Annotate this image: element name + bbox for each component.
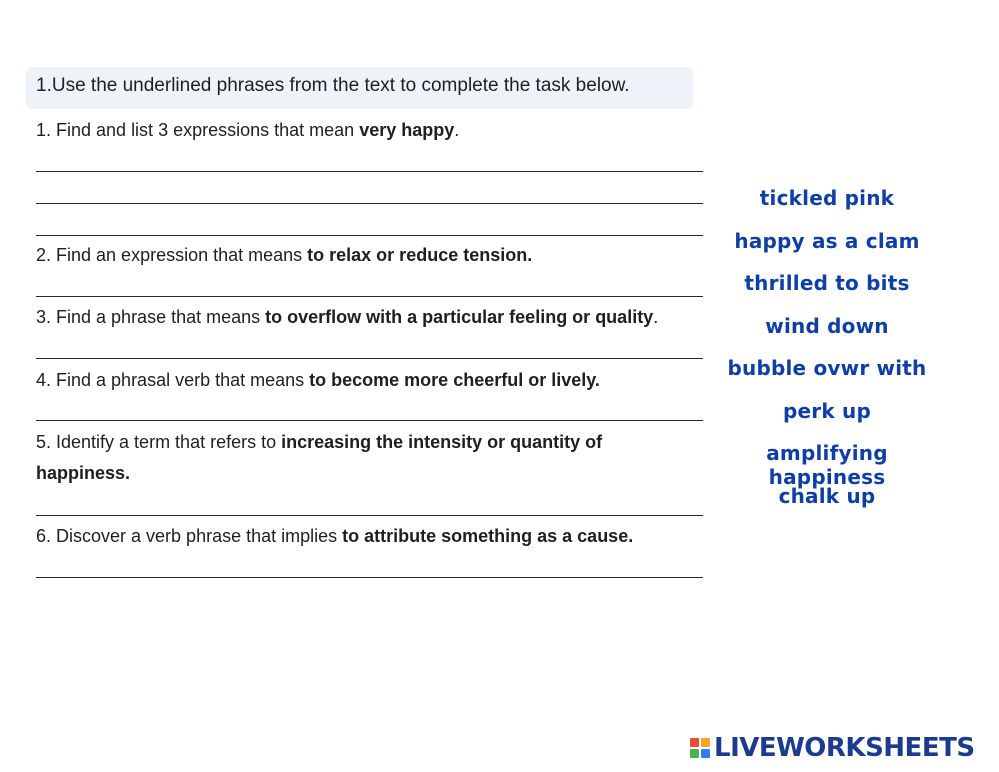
question-3-key: to overflow with a particular feeling or quality (265, 307, 654, 327)
logo-square-e (701, 749, 710, 758)
question-2-key: to relax or reduce tension. (307, 245, 533, 265)
question-4-key: to become more cheerful or lively. (309, 370, 600, 390)
question-5-text: 5. Identify a term that refers to (36, 432, 282, 452)
answer-line-4[interactable] (36, 420, 703, 421)
answer-chip-happy-as-a-clam[interactable]: happy as a clam (734, 229, 920, 253)
answer-chip-perk-up[interactable]: perk up (783, 399, 871, 423)
question-6-text: 6. Discover a verb phrase that implies (36, 526, 343, 546)
question-1-text: 1. Find and list 3 expressions that mean (36, 120, 360, 140)
answer-line-1a[interactable] (36, 171, 703, 172)
answer-chip-chalk-up[interactable]: chalk up (778, 484, 876, 508)
question-4-text: 4. Find a phrasal verb that means (36, 370, 310, 390)
answer-chip-thrilled-to-bits[interactable]: thrilled to bits (744, 271, 910, 295)
instruction-banner: 1.Use the underlined phrases from the text to complete the task below. (26, 67, 693, 109)
answer-line-2[interactable] (36, 296, 703, 297)
answer-chip-wind-down[interactable]: wind down (765, 314, 889, 338)
logo-square-l (690, 738, 699, 747)
liveworksheets-logo-text: LIVEWORKSHEETS (714, 733, 975, 763)
logo-square-i (701, 738, 710, 747)
answer-line-1c[interactable] (36, 235, 703, 236)
question-1-key: very happy (359, 120, 455, 140)
answer-line-5[interactable] (36, 515, 703, 516)
question-5 (36, 427, 676, 489)
logo-square-v (690, 749, 699, 758)
answer-line-1b[interactable] (36, 203, 703, 204)
question-6-key: to attribute something as a cause. (342, 526, 634, 546)
answer-line-3[interactable] (36, 358, 703, 359)
question-3-text: 3. Find a phrase that means (36, 307, 266, 327)
question-3-suffix: . (653, 307, 659, 327)
question-2-text: 2. Find an expression that means (36, 245, 308, 265)
answer-chip-tickled-pink[interactable]: tickled pink (759, 186, 895, 210)
question-2 (36, 240, 716, 271)
question-4 (36, 365, 716, 396)
question-1 (36, 115, 716, 146)
answer-chip-bubble-over-with[interactable]: bubble ovwr with (727, 356, 927, 380)
question-1-suffix: . (454, 120, 460, 140)
liveworksheets-logo-icon (690, 738, 710, 758)
answer-chip-amplifying-happiness[interactable]: amplifying happiness (766, 441, 888, 489)
answer-line-6[interactable] (36, 577, 703, 578)
liveworksheets-logo (690, 733, 975, 763)
question-5-key: increasing the intensity or quantity of happiness. (36, 432, 603, 483)
question-3 (36, 302, 716, 333)
question-6 (36, 521, 716, 552)
